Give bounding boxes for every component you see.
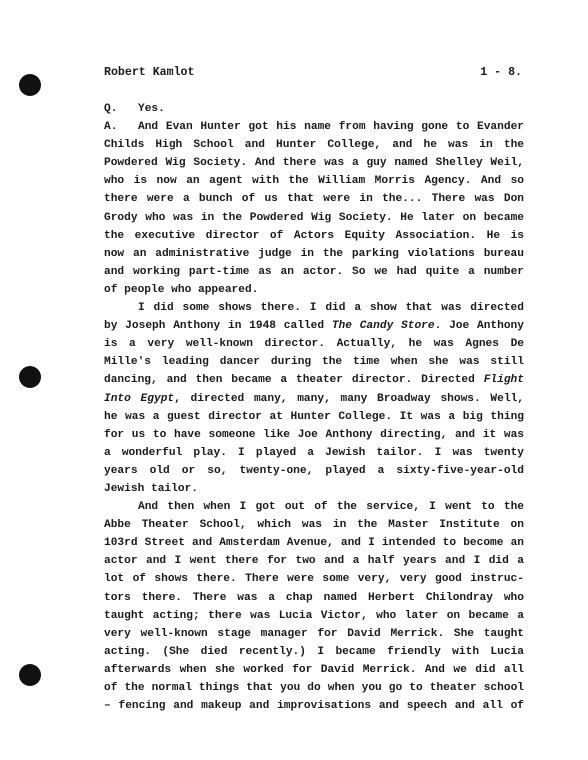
- transcript-body: [104, 100, 524, 715]
- text-line: there were a bunch of us that were in the... There was Don: [104, 193, 524, 206]
- text-line: 103rd Street and Amsterdam Avenue, and I intended to become an: [104, 537, 524, 550]
- text-line: Grody who was in the Powdered Wig Society. He later on became: [104, 211, 524, 224]
- answer-text: And Evan Hunter got his name from having gone to Evander: [138, 121, 524, 134]
- text-line: of people who appeared.: [104, 283, 259, 296]
- text-line: and working part-time as an actor. So we had quite a number: [104, 265, 524, 278]
- text-line: actor and I went there for two and a half years and I did a: [104, 555, 524, 568]
- text-line: years old or so, twenty-one, played a sixty-five-year-old: [104, 464, 524, 477]
- text-span: by Joseph Anthony in 1948 called: [104, 320, 332, 333]
- text-line: Jewish tailor.: [104, 482, 198, 495]
- text-span: , directed many, many, many Broadway shows. Well,: [174, 392, 524, 405]
- text-line: acting. (She died recently.) I became friendly with Lucia: [104, 645, 524, 658]
- text-line: Childs High School and Hunter College, and he was in the: [104, 139, 524, 152]
- binder-hole-bottom: [19, 664, 41, 686]
- show-title-part: Into Egypt: [104, 392, 175, 405]
- question-text: Yes.: [138, 103, 165, 115]
- binder-hole-top: [19, 74, 41, 96]
- question-line: [104, 100, 524, 118]
- text-line: taught acting; there was Lucia Victor, who later on became a: [104, 609, 524, 622]
- text-line: now an administrative judge in the parking violations bureau: [104, 247, 524, 260]
- text-line: who is now an agent with the William Morris Agency. And so: [104, 175, 524, 188]
- question-label: Q.: [104, 103, 118, 115]
- text-span: dancing, and then became a theater director. Directed: [104, 374, 484, 387]
- text-line: a wonderful play. I played a Jewish tailor. I was twenty: [104, 446, 524, 459]
- text-line: he was a guest director at Hunter College. It was a big thing: [104, 410, 524, 423]
- text-span: . Joe Anthony: [434, 320, 524, 333]
- interviewee-name: Robert Kamlot: [104, 66, 195, 79]
- text-line: very well-known stage manager for David Merrick. She taught: [104, 627, 524, 640]
- text-line: Powdered Wig Society. And there was a guy named Shelley Weil,: [104, 157, 524, 170]
- text-line: of the normal things that you do when you go to theater school: [104, 682, 524, 694]
- text-line: Abbe Theater School, which was in the Master Institute on: [104, 519, 524, 532]
- text-line: for us to have someone like Joe Anthony directing, and it was: [104, 428, 524, 441]
- text-line: the executive director of Actors Equity Association. He is: [104, 229, 524, 242]
- text-line: afterwards when she worked for David Merrick. And we did all: [104, 663, 524, 676]
- text-line: is a very well-known director. Actually, he was Agnes De: [104, 338, 524, 351]
- binder-hole-middle: [19, 366, 41, 388]
- show-title-part: Flight: [483, 374, 524, 387]
- answer-label: A.: [104, 121, 118, 134]
- paragraph-start-line: I did some shows there. I did a show that was directed: [138, 302, 524, 315]
- text-line: tors there. There was a chap named Herbert Chilondray who: [104, 591, 524, 604]
- text-line: [104, 390, 524, 408]
- page-number: 1 - 8.: [480, 66, 522, 79]
- text-line: [104, 317, 524, 335]
- text-line: lot of shows there. There were some very, very good instruc-: [104, 573, 524, 586]
- show-title: The Candy Store: [331, 320, 435, 333]
- text-line: [104, 371, 524, 389]
- page-header: [104, 66, 522, 79]
- text-line: – fencing and makeup and improvisations and speech and all of: [104, 700, 524, 713]
- paragraph-start-line: And then when I got out of the service, I went to the: [138, 501, 524, 514]
- text-line: Mille's leading dancer during the time when she was still: [104, 356, 524, 369]
- answer-first-line: [104, 118, 524, 136]
